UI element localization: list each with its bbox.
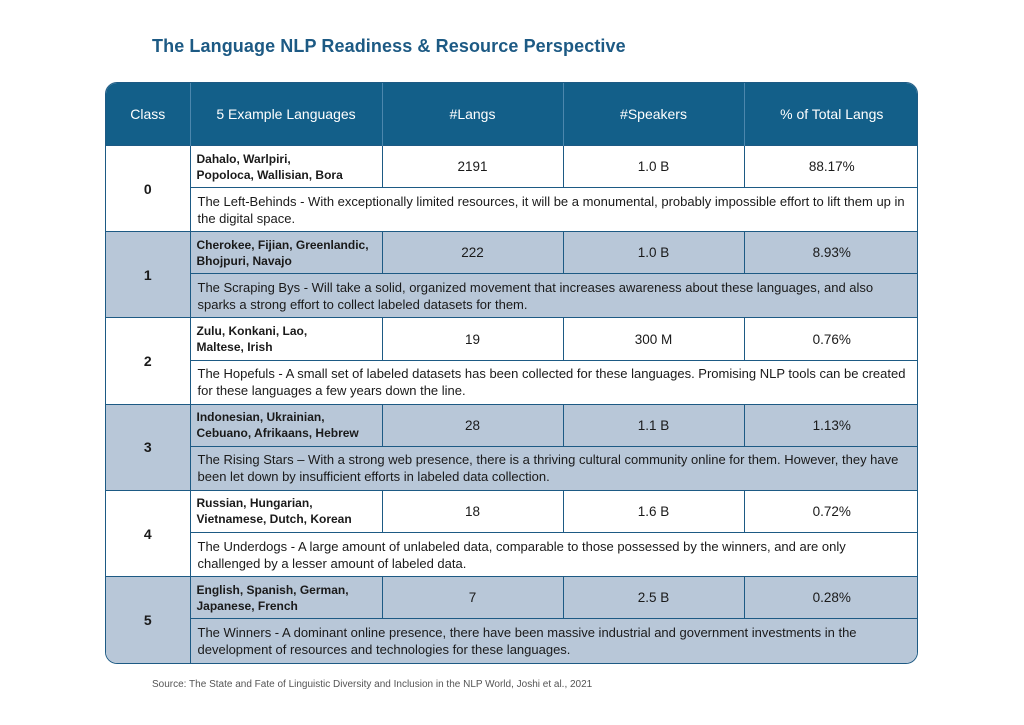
percent-total: 1.13% [744,404,918,446]
langs-count: 7 [382,577,563,619]
speakers-count: 1.0 B [563,232,744,274]
languages-line: Zulu, Konkani, Lao, [196,324,308,339]
languages-line: Vietnamese, Dutch, Korean [196,512,352,527]
header-langs: #Langs [382,83,563,146]
example-languages [190,318,382,360]
table-row [106,232,918,274]
example-languages [190,490,382,532]
header-speakers: #Speakers [563,83,744,146]
languages-line: Russian, Hungarian, [196,496,313,511]
class-number: 5 [106,577,190,663]
languages-line: Indonesian, Ukrainian, [196,410,325,425]
class-number: 0 [106,146,190,232]
languages-line: Japanese, French [196,598,298,613]
languages-line: Cherokee, Fijian, Greenlandic, [196,237,369,252]
table-row [106,318,918,360]
header-class: Class [106,83,190,146]
percent-total: 0.28% [744,577,918,619]
page-title: The Language NLP Readiness & Resource Perspective [152,36,626,56]
languages-line: Bhojpuri, Navajo [196,253,292,268]
percent-total: 8.93% [744,232,918,274]
class-description: The Rising Stars – With a strong web presence, there is a thriving cultural community online for them. However, they have been let down by insufficient efforts in labeled data collection. [190,446,918,490]
speakers-count: 1.0 B [563,146,744,188]
percent-total: 88.17% [744,146,918,188]
speakers-count: 300 M [563,318,744,360]
table-row [106,490,918,532]
description-row [106,619,918,663]
header-row [106,83,918,146]
class-number: 1 [106,232,190,318]
languages-line: Dahalo, Warlpiri, [196,151,291,166]
description-row [106,274,918,318]
class-description: The Scraping Bys - Will take a solid, organized movement that increases awareness about these languages, and also sparks a strong effort to collect labeled datasets for them. [190,274,918,318]
header-percent: % of Total Langs [744,83,918,146]
langs-count: 18 [382,490,563,532]
example-languages [190,404,382,446]
class-description: The Underdogs - A large amount of unlabeled data, comparable to those possessed by the winners, and are only challenged by a lesser amount of labeled data. [190,533,918,577]
table-row [106,404,918,446]
example-languages [190,232,382,274]
langs-count: 2191 [382,146,563,188]
speakers-count: 2.5 B [563,577,744,619]
class-description: The Hopefuls - A small set of labeled datasets has been collected for these languages. Promising NLP tools can be created for these languages a few years down the line. [190,360,918,404]
table-row [106,577,918,619]
languages-line: Popoloca, Wallisian, Bora [196,167,343,182]
languages-line: English, Spanish, German, [196,582,349,597]
description-row [106,446,918,490]
langs-count: 222 [382,232,563,274]
source-citation: Source: The State and Fate of Linguistic Diversity and Inclusion in the NLP World, Joshi et al., 2021 [152,679,593,690]
speakers-count: 1.6 B [563,490,744,532]
example-languages [190,146,382,188]
percent-total: 0.76% [744,318,918,360]
table-row [106,146,918,188]
example-languages [190,577,382,619]
class-number: 4 [106,490,190,576]
class-number: 3 [106,404,190,490]
description-row [106,360,918,404]
table [106,83,918,663]
description-row [106,188,918,232]
class-number: 2 [106,318,190,404]
langs-count: 19 [382,318,563,360]
class-description: The Winners - A dominant online presence, there have been massive industrial and government investments in the development of resources and technologies for these languages. [190,619,918,663]
langs-count: 28 [382,404,563,446]
speakers-count: 1.1 B [563,404,744,446]
class-description: The Left-Behinds - With exceptionally limited resources, it will be a monumental, probably impossible effort to lift them up in the digital space. [190,188,918,232]
header-example-languages: 5 Example Languages [190,83,382,146]
description-row [106,533,918,577]
languages-line: Cebuano, Afrikaans, Hebrew [196,426,359,441]
percent-total: 0.72% [744,490,918,532]
languages-line: Maltese, Irish [196,340,273,355]
readiness-table [105,82,918,664]
